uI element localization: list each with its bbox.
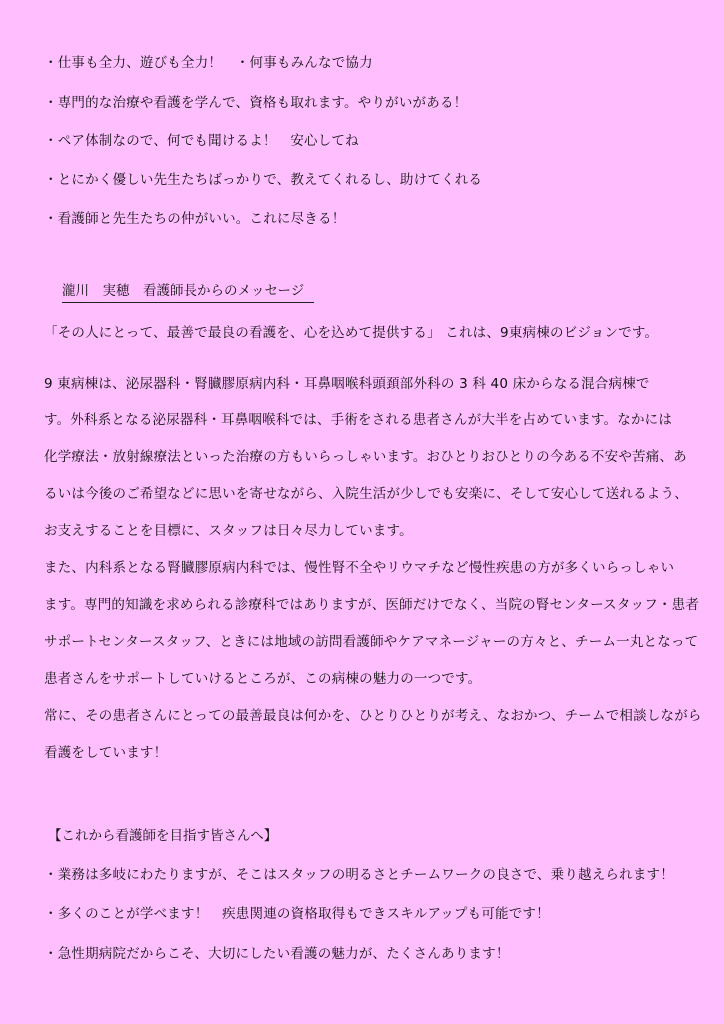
aspiring-heading: 【これから看護師を目指す皆さんへ】	[48, 828, 278, 844]
body-line-6: また、内科系となる腎臓膠原病内科では、慢性腎不全やリウマチなど慢性疾患の方が多くいらっしゃい	[44, 560, 675, 576]
body-line-8: サポートセンタースタッフ、ときには地域の訪問看護師やケアマネージャーの方々と、チーム一丸となって	[44, 634, 699, 650]
top-bullet-4: ・とにかく優しい先生たちばっかりで、教えてくれるし、助けてくれる	[44, 172, 483, 188]
body-line-2: す。外科系となる泌尿器科・耳鼻咽喉科では、手術をされる患者さんが大半を占めています。なかには	[44, 412, 673, 428]
aspiring-bullet-1: ・業務は多岐にわたりますが、そこはスタッフの明るさとチームワークの良さで、乗り越えられます！	[44, 867, 674, 883]
body-line-11: 看護をしています！	[44, 745, 168, 761]
top-bullet-3: ・ペア体制なので、何でも聞けるよ！ 安心してね	[44, 133, 359, 149]
body-line-9: 患者さんをサポートしていけるところが、この病棟の魅力の一つです。	[44, 671, 482, 687]
aspiring-bullet-2: ・多くのことが学べます！ 疾患関連の資格取得もできスキルアップも可能です！	[44, 906, 550, 922]
top-bullet-5: ・看護師と先生たちの仲がいい。これに尽きる！	[44, 211, 346, 227]
vision-line: 「その人にとって、最善で最良の看護を、心を込めて提供する」 これは、9東病棟のビジョンです。	[44, 325, 659, 341]
top-bullet-1: ・仕事も全力、遊びも全力！ ・何事もみんなで協力	[44, 55, 373, 71]
body-line-1: 9 東病棟は、泌尿器科・腎臓膠原病内科・耳鼻咽喉科頭頚部外科の 3 科 40 床からなる混合病棟で	[44, 376, 650, 392]
message-heading: 瀧川 実穂 看護師長からのメッセージ	[62, 282, 314, 303]
body-line-5: お支えすることを目標に、スタッフは日々尽力しています。	[44, 523, 413, 539]
aspiring-bullet-3: ・急性期病院だからこそ、大切にしたい看護の魅力が、たくさんあります！	[44, 946, 510, 962]
body-line-7: ます。専門的知識を求められる診療科ではありますが、医師だけでなく、当院の腎センタースタッフ・患者	[44, 597, 700, 613]
top-bullet-2: ・専門的な治療や看護を学んで、資格も取れます。やりがいがある！	[44, 95, 468, 111]
body-line-3: 化学療法・放射線療法といった治療の方もいらっしゃいます。おひとりおひとりの今ある不安や苦痛、あ	[44, 449, 687, 465]
body-line-4: るいは今後のご希望などに思いを寄せながら、入院生活が少しでも安楽に、そして安心して送れるよう、	[44, 486, 688, 502]
body-line-10: 常に、その患者さんにとっての最善最良は何かを、ひとりひとりが考え、なおかつ、チームで相談しながら	[44, 708, 702, 724]
